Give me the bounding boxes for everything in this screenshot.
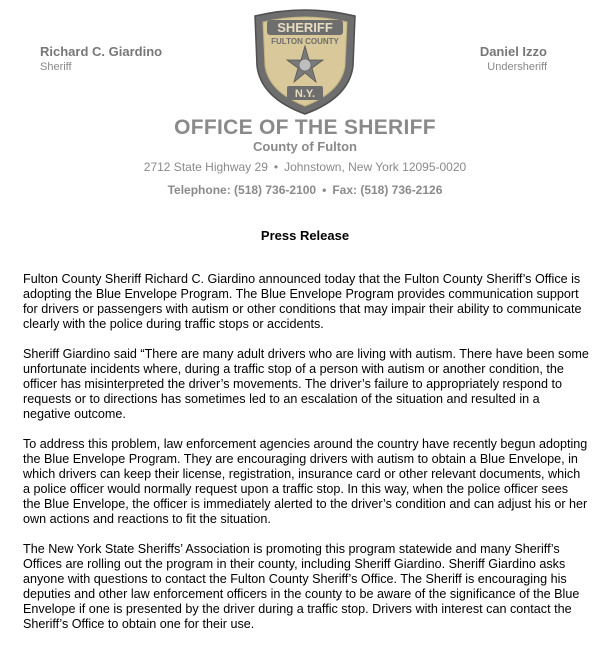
contact-bullet: • <box>322 183 327 197</box>
office-title: OFFICE OF THE SHERIFF <box>174 116 436 139</box>
paragraph-3: To address this problem, law enforcement agencies around the country have recently begun adopting the Blue Envelope Program. They are encouraging drivers with autism to obtain a Blue Envelope, in which drivers can keep their license, registration, insurance card or other relevant documents, which a police officer would normally request upon a traffic stop. In this way, when the police officer sees the Blue Envelope, the officer is immediately alerted to the driver’s condition and can adjust his or her own actions and reactions to fit the situation. <box>23 437 588 526</box>
fax: Fax: (518) 736-2126 <box>332 183 443 197</box>
sheriff-name: Richard C. Giardino <box>40 44 163 59</box>
paragraph-2: Sheriff Giardino said “There are many adult drivers who are living with autism. There have been some unfortunate incidents where, during a traffic stop of a person with autism or another condition, the officer has misinterpreted the driver’s movements. The driver’s failure to appropriately respond to requests or to directions has sometimes led to an escalation of the situation and resulted in a negative outcome. <box>23 347 589 421</box>
sheriff-badge-seal-icon <box>249 8 361 116</box>
sheriff-title: Sheriff <box>40 61 72 73</box>
undersheriff-name: Daniel Izzo <box>479 44 547 59</box>
seal-state-text: N.Y. <box>294 88 316 100</box>
seal-top-text: SHERIFF <box>277 20 333 35</box>
address-street: 2712 State Highway 29 <box>143 160 268 174</box>
paragraph-4: The New York State Sheriffs’ Association is promoting this program statewide and many Sheriff’s Offices are rolling out the program in their county, including Sheriff Giardino. Sheriff Giardino asks anyone with questions to contact the Fulton County Sheriff’s Office. The Sheriff is encouraging his deputies and other law enforcement officers in the county to be aware of the significance of the Blue Envelope if one is presented by the driver during a traffic stop. Drivers with interest can contact the Sheriff’s Office to obtain one for their use. <box>23 542 580 631</box>
press-release-body <box>23 272 589 647</box>
press-release-heading: Press Release <box>260 228 350 243</box>
address-bullet: • <box>273 160 279 174</box>
letterhead <box>0 0 610 210</box>
address-city: Johnstown, New York 12095-0020 <box>284 160 467 174</box>
telephone: Telephone: (518) 736-2100 <box>167 183 317 197</box>
contact-line <box>0 183 610 197</box>
paragraph-1: Fulton County Sheriff Richard C. Giardino announced today that the Fulton County Sheriff’s Office is adopting the Blue Envelope Program. The Blue Envelope Program provides communication support for drivers or passengers with autism or other conditions that may impair their ability to communicate clearly with the police during traffic stops or accidents. <box>23 272 582 331</box>
seal-county-text: FULTON COUNTY <box>271 37 339 46</box>
address-line <box>0 160 610 174</box>
undersheriff-title: Undersheriff <box>487 61 547 73</box>
county-name: County of Fulton <box>253 139 357 154</box>
